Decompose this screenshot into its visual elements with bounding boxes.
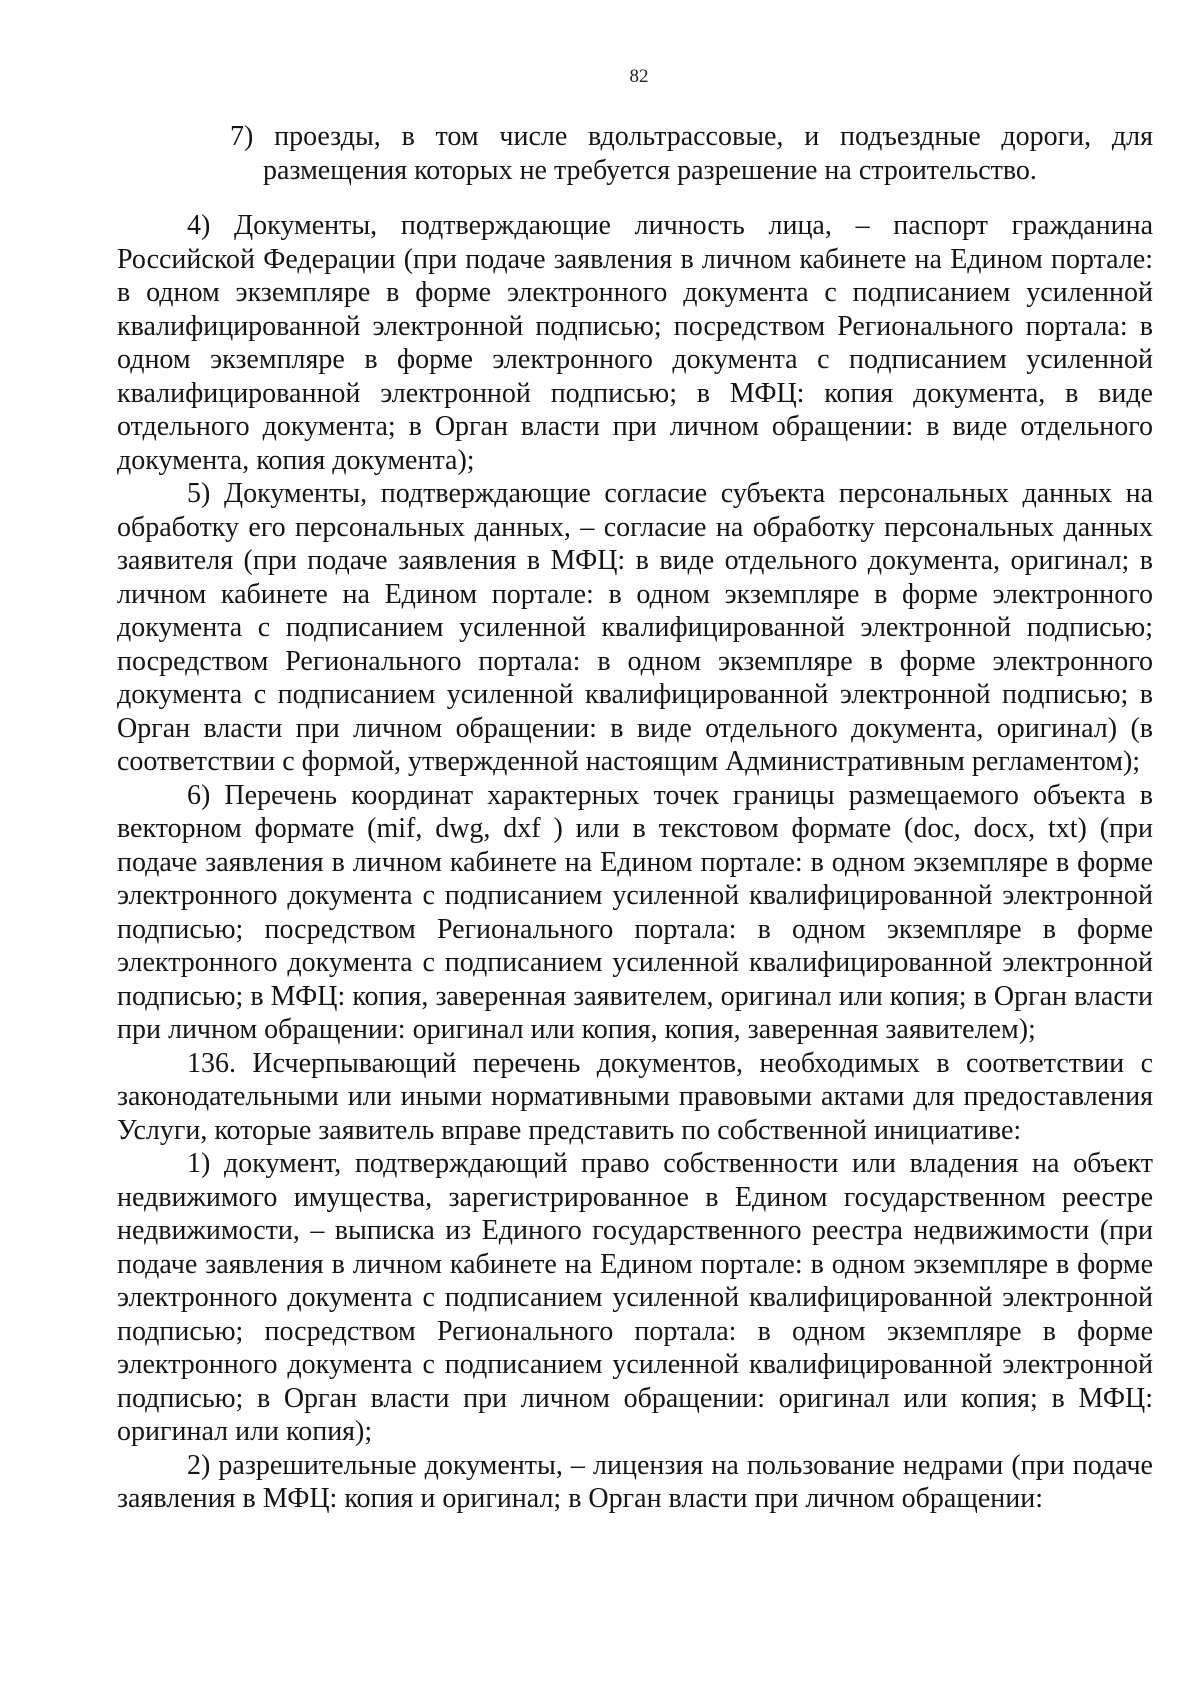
paragraph-ownership-document: 1) документ, подтверждающий право собственности или владения на объект недвижимого имущества, зарегистрированное в Едином государственном реестре недвижимости, – выписка из Единого государственного реестра недвижимости (при подаче заявления в личном кабинете на Едином портале: в одном экземпляре в форме электронного документа с подписанием усиленной квалифицированной электронной подписью; посредством Регионального портала: в одном экземпляре в форме электронного документа с подписанием усиленной квалифицированной электронной подписью; в Орган власти при личном обращении: оригинал или копия; в МФЦ: оригинал или копия); (117, 1148, 1153, 1447)
list-item-7-driveways: 7) проезды, в том числе вдольтрассовые, и подъездные дороги, для размещения которых не требуется разрешение на строительство. (230, 121, 1153, 186)
paragraph-personal-data-consent: 5) Документы, подтверждающие согласие субъекта персональных данных на обработку его персональных данных, – согласие на обработку персональных данных заявителя (при подаче заявления в МФЦ: в виде отдельного документа, оригинал; в личном кабинете на Едином портале: в одном экземпляре в форме электронного документа с подписанием усиленной квалифицированной электронной подписью; посредством Регионального портала: в одном экземпляре в форме электронного документа с подписанием усиленной квалифицированной электронной подписью; в Орган власти при личном обращении: в виде отдельного документа, оригинал) (в соответствии с формой, утвержденной настоящим Административным регламентом); (117, 478, 1153, 777)
paragraph-permit-documents: 2) разрешительные документы, – лицензия на пользование недрами (при подаче заявления в МФЦ: копия и оригинал; в Орган власти при личном обращении: (117, 1449, 1153, 1514)
paragraph-identity-documents: 4) Документы, подтверждающие личность лица, – паспорт гражданина Российской Федерации (при подаче заявления в личном кабинете на Едином портале: в одном экземпляре в форме электронного документа с подписанием усиленной квалифицированной электронной подписью; посредством Регионального портала: в одном экземпляре в форме электронного документа с подписанием усиленной квалифицированной электронной подписью; в МФЦ: копия документа, в виде отдельного документа; в Орган власти при личном обращении: в виде отдельного документа, копия документа); (117, 210, 1153, 476)
page-number: 82 (629, 66, 649, 87)
paragraph-boundary-coordinates: 6) Перечень координат характерных точек границы размещаемого объекта в векторном формате (mif, dwg, dxf ) или в текстовом формате (doc, docx, txt) (при подаче заявления в личном кабинете на Едином портале: в одном экземпляре в форме электронного документа с подписанием усиленной квалифицированной электронной подписью; посредством Регионального портала: в одном экземпляре в форме электронного документа с подписанием усиленной квалифицированной электронной подписью; в МФЦ: копия, заверенная заявителем, оригинал или копия; в Орган власти при личном обращении: оригинал или копия, копия, заверенная заявителем); (117, 779, 1153, 1045)
paragraph-section-136: 136. Исчерпывающий перечень документов, необходимых в соответствии с законодательными или иными нормативными правовыми актами для предоставления Услуги, которые заявитель вправе представить по собственной инициативе: (117, 1047, 1153, 1146)
document-body (117, 120, 1153, 1516)
